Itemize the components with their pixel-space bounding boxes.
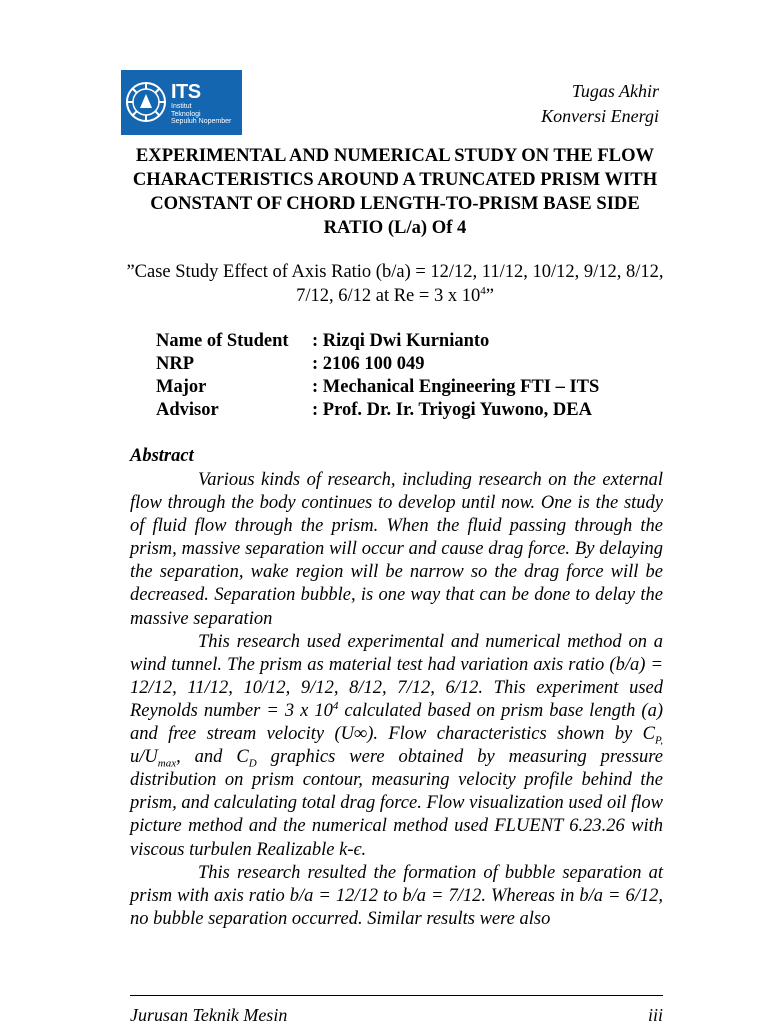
student-info <box>156 330 599 422</box>
case-study-subtitle: ”Case Study Effect of Axis Ratio (b/a) = 12/12, 11/12, 10/12, 9/12, 8/12, 7/12, 6/12 at Re = 3 x $10^4$” <box>126 262 664 306</box>
header-line-1: Tugas Akhir <box>571 81 659 101</box>
info-row-major: Major : Mechanical Engineering FTI – ITS <box>156 377 600 397</box>
info-row-advisor: Advisor : Prof. Dr. Ir. Triyogi Yuwono, DEA <box>156 400 592 420</box>
info-row-name: Name of Student : Rizqi Dwi Kurnianto <box>156 331 490 351</box>
abstract-paragraph-2: This research used experimental and numerical method on a wind tunnel. The prism as material test had variation axis ratio (b/a) = 12/12, 11/12, 10/12, 9/12, 8/12, 7/12, 6/12. This experiment used Reynolds number = 3 x $10^4$ calculated based on prism base length (a) and free stream velocity (U∞). Flow characteristics shown by $C_{P,}$ $u/U_{max}$, and $C_D$ graphics were obtained by measuring pressure distribution on prism contour, measuring velocity profile behind the prism, and calculating total drag force. Flow visualization used oil flow picture method and the numerical method used FLUENT 6.23.26 with viscous turbulen Realizable k-є. <box>130 631 664 860</box>
header-line-2: Konversi Energi <box>541 106 659 126</box>
abstract-paragraph-1: Various kinds of research, including research on the external flow through the body continues to develop until now. One is the study of fluid flow through the prism. When the fluid passing through the prism, massive separation will occur and cause drag force. By delaying the separation, wake region will be narrow so the drag force will be decreased. Separation bubble, is one way that can be done to delay the massive separation <box>130 470 663 629</box>
thesis-title: EXPERIMENTAL AND NUMERICAL STUDY ON THE FLOW CHARACTERISTICS AROUND A TRUNCATED PRISM WITH CONSTANT OF CHORD LENGTH-TO-PRISM BASE SIDE RATIO (L/a) Of 4 <box>132 145 658 238</box>
footer-divider <box>130 995 663 996</box>
info-row-nrp: NRP : 2106 100 049 <box>156 354 425 374</box>
abstract-heading: Abstract <box>130 446 194 466</box>
logo-subtitle: Institut Teknologi Sepuluh Nopember <box>171 103 232 125</box>
page-number: iii <box>647 1005 663 1025</box>
abstract-paragraph-3: This research resulted the formation of bubble separation at prism with axis ratio b/a = 12/12 to b/a = 7/12. Whereas in b/a = 6/12, no bubble separation occurred. Similar results were also <box>130 862 663 929</box>
logo-wordmark: ITS <box>171 81 201 103</box>
its-emblem-icon <box>124 80 168 124</box>
footer-department: Jurusan Teknik Mesin <box>130 1005 288 1025</box>
document-header <box>541 79 659 129</box>
abstract-body <box>130 469 663 931</box>
its-logo <box>121 70 242 134</box>
logo-underline <box>121 134 242 135</box>
